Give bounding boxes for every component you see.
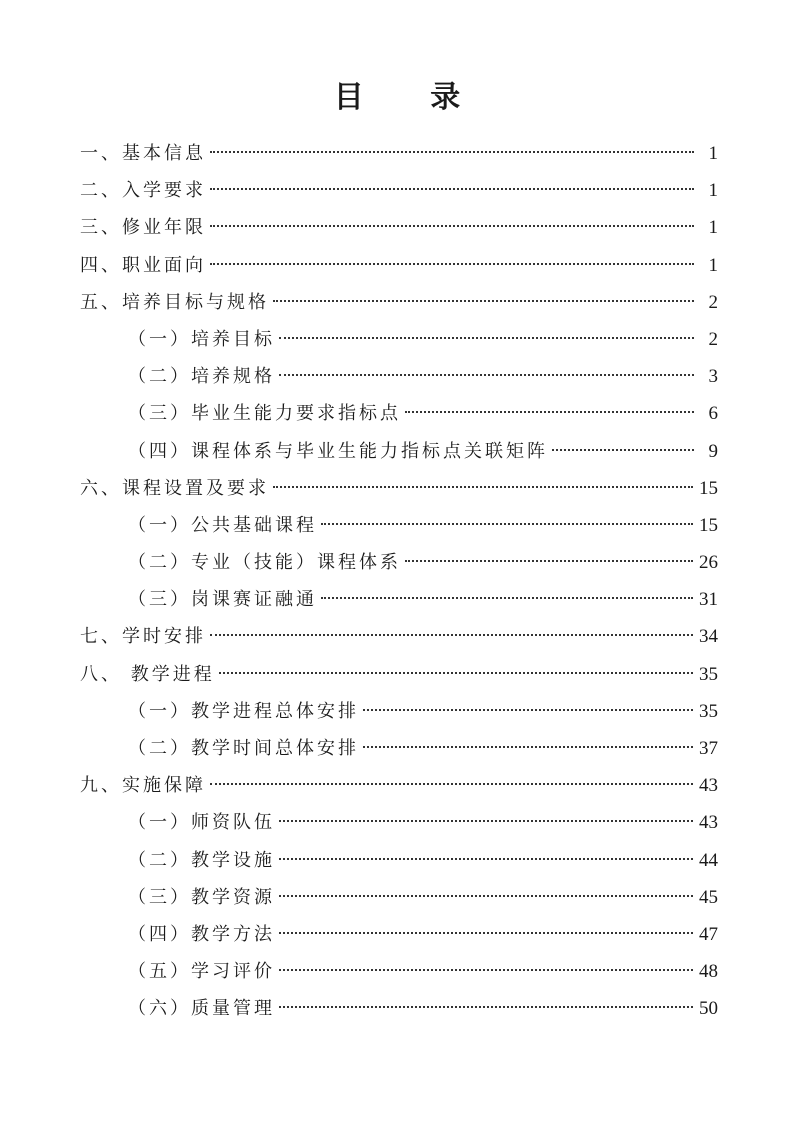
toc-entry-page-number: 43 [699, 775, 718, 797]
toc-dot-leader [279, 1006, 693, 1008]
toc-entry-label: （二）专业（技能）课程体系 [128, 552, 401, 574]
toc-entry[interactable] [80, 879, 718, 916]
toc-entry[interactable] [80, 321, 718, 358]
toc-entry-page-number: 45 [699, 886, 718, 908]
toc-entry-page-number: 35 [699, 700, 718, 722]
toc-dot-leader [363, 746, 693, 748]
toc-entry[interactable] [80, 247, 718, 284]
toc-entry[interactable] [80, 581, 718, 618]
toc-entry-page-number: 1 [708, 143, 718, 164]
toc-entry-label: （三）教学资源 [128, 886, 275, 908]
toc-entry-page-number: 48 [699, 961, 718, 983]
toc-entry-label: （二）教学时间总体安排 [128, 738, 359, 759]
toc-dot-leader [273, 300, 694, 302]
toc-entry[interactable] [80, 804, 718, 841]
toc-entry-label: （二）教学设施 [128, 849, 275, 871]
toc-entry[interactable] [80, 767, 718, 804]
toc-entry-page-number: 35 [699, 663, 718, 685]
toc-entry[interactable] [80, 470, 718, 507]
toc-entry[interactable] [80, 730, 718, 767]
toc-dot-leader [210, 225, 694, 227]
toc-dot-leader [279, 969, 693, 971]
toc-entry-label: （一）培养目标 [128, 328, 275, 350]
toc-entry[interactable] [80, 618, 718, 655]
toc-dot-leader [321, 597, 693, 599]
toc-entry-page-number: 31 [699, 589, 718, 611]
toc-dot-leader [279, 337, 694, 339]
toc-entry-label: （五）学习评价 [128, 961, 275, 983]
toc-entry-label: （一）公共基础课程 [128, 514, 317, 536]
toc-entry-page-number: 6 [708, 403, 718, 425]
toc-dot-leader [279, 374, 694, 376]
toc-dot-leader [279, 895, 693, 897]
toc-entry-label: 六、课程设置及要求 [80, 477, 269, 499]
toc-entry-label: （一）教学进程总体安排 [128, 700, 359, 722]
toc-entry-page-number: 9 [708, 440, 718, 462]
toc-entry-page-number: 1 [708, 180, 718, 202]
toc-dot-leader [210, 634, 693, 636]
toc-entry-label: （一）师资队伍 [128, 812, 275, 834]
toc-entry-label: （三）岗课赛证融通 [128, 589, 317, 611]
toc-entry-label: 八、 教学进程 [80, 663, 215, 685]
toc-entry[interactable] [80, 209, 718, 246]
table-of-contents [80, 135, 718, 1028]
toc-entry-page-number: 47 [699, 923, 718, 945]
toc-entry-page-number: 43 [699, 812, 718, 834]
toc-entry[interactable] [80, 916, 718, 953]
toc-entry[interactable] [80, 507, 718, 544]
toc-entry[interactable] [80, 433, 718, 470]
toc-entry[interactable] [80, 284, 718, 321]
toc-dot-leader [552, 449, 694, 451]
toc-entry[interactable] [80, 842, 718, 879]
toc-entry-page-number: 2 [708, 328, 718, 350]
toc-dot-leader [210, 188, 694, 190]
toc-dot-leader [273, 486, 693, 488]
toc-entry-page-number: 1 [708, 254, 718, 276]
toc-entry-label: （二）培养规格 [128, 366, 275, 388]
toc-entry[interactable] [80, 656, 718, 693]
toc-entry-label: 四、职业面向 [80, 254, 206, 276]
toc-entry[interactable] [80, 953, 718, 990]
toc-entry-page-number: 44 [699, 849, 718, 871]
toc-entry[interactable] [80, 990, 718, 1027]
toc-entry-label: 七、学时安排 [80, 626, 206, 648]
toc-entry-label: 一、基本信息 [80, 143, 206, 164]
toc-dot-leader [210, 151, 694, 153]
toc-entry-page-number: 26 [699, 552, 718, 574]
toc-dot-leader [279, 820, 693, 822]
toc-entry[interactable] [80, 358, 718, 395]
toc-dot-leader [405, 411, 694, 413]
toc-dot-leader [279, 858, 693, 860]
toc-dot-leader [219, 672, 693, 674]
toc-entry-page-number: 50 [699, 998, 718, 1020]
toc-entry-page-number: 15 [699, 477, 718, 499]
toc-entry[interactable] [80, 172, 718, 209]
toc-entry[interactable] [80, 693, 718, 730]
toc-entry-page-number: 15 [699, 514, 718, 536]
toc-dot-leader [210, 783, 693, 785]
toc-entry-page-number: 3 [708, 366, 718, 388]
toc-entry-label: 二、入学要求 [80, 180, 206, 202]
toc-entry-label: 三、修业年限 [80, 217, 206, 239]
toc-entry-label: 五、培养目标与规格 [80, 291, 269, 313]
toc-dot-leader [279, 932, 693, 934]
toc-entry-page-number: 2 [708, 291, 718, 313]
toc-entry-label: （六）质量管理 [128, 998, 275, 1020]
toc-entry[interactable] [80, 544, 718, 581]
toc-entry[interactable] [80, 135, 718, 172]
toc-entry[interactable] [80, 395, 718, 432]
toc-entry-label: （四）课程体系与毕业生能力指标点关联矩阵 [128, 440, 548, 462]
toc-entry-label: （四）教学方法 [128, 923, 275, 945]
toc-dot-leader [363, 709, 693, 711]
toc-dot-leader [321, 523, 693, 525]
toc-entry-page-number: 1 [708, 217, 718, 239]
toc-entry-label: 九、实施保障 [80, 775, 206, 797]
toc-entry-page-number: 37 [699, 738, 718, 759]
toc-dot-leader [405, 560, 693, 562]
toc-entry-page-number: 34 [699, 626, 718, 648]
toc-dot-leader [210, 263, 694, 265]
toc-entry-label: （三）毕业生能力要求指标点 [128, 403, 401, 425]
page-title: 目 录 [333, 80, 489, 115]
